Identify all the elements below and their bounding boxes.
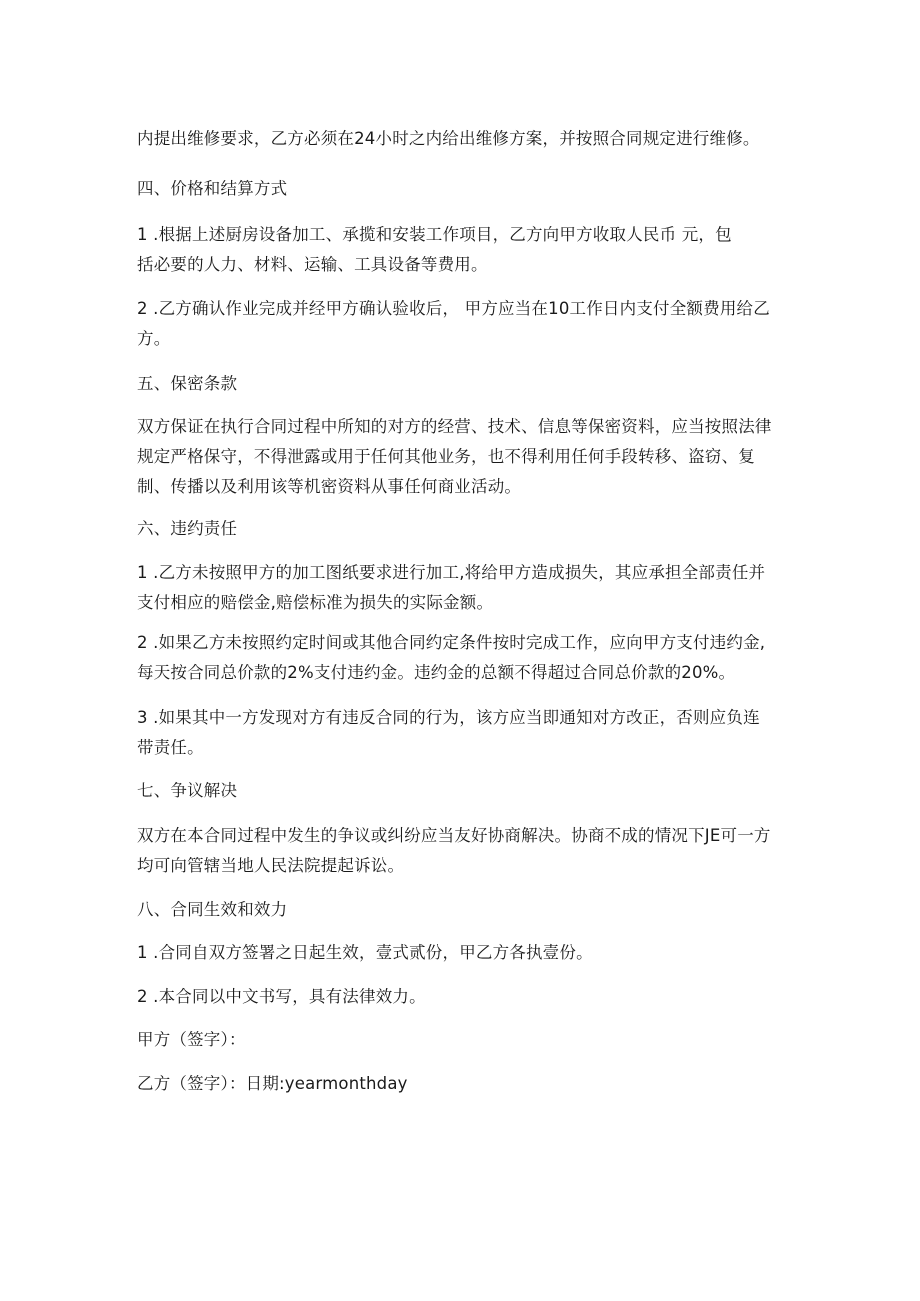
para-repair-continued-line-1: 内提出维修要求，乙方必须在24小时之内给出维修方案，并按照合同规定进行维修。 [137,129,760,148]
clause-6-3-line-1: 3 .如果其中一方发现对方有违反合同的行为，该方应当即通知对方改正，否则应负连 [137,708,760,727]
para-confidentiality-line-1: 双方保证在执行合同过程中所知的对方的经营、技术、信息等保密资料，应当按照法律 [137,417,772,436]
clause-4-2-line-2: 方。 [137,329,171,348]
para-confidentiality-line-3: 制、传播以及利用该等机密资料从事任何商业活动。 [137,477,522,496]
clause-4-1-line-1: 1 .根据上述厨房设备加工、承揽和安装工作项目，乙方向甲方收取人民币 元，包 [137,225,732,244]
clause-6-1-line-1: 1 .乙方未按照甲方的加工图纸要求进行加工,将给甲方造成损失，其应承担全部责任并 [137,563,766,582]
clause-6-2-line-1: 2 .如果乙方未按照约定时间或其他合同约定条件按时完成工作，应向甲方支付违约金, [137,633,766,652]
clause-8-2: 2 .本合同以中文书写，具有法律效力。 [137,987,426,1006]
clause-6-3-line-2: 带责任。 [137,738,204,757]
heading-price-settlement: 四、价格和结算方式 [137,179,288,198]
heading-breach-liability: 六、违约责任 [137,519,238,538]
para-dispute-line-1: 双方在本合同过程中发生的争议或纠纷应当友好协商解决。协商不成的情况下JE可一方 [137,826,771,845]
para-dispute-line-2: 均可向管辖当地人民法院提起诉讼。 [137,856,405,875]
clause-8-1: 1 .合同自双方签署之日起生效，壹式贰份，甲乙方各执壹份。 [137,943,593,962]
heading-confidentiality: 五、保密条款 [137,374,238,393]
signature-party-a: 甲方（签字）： [137,1030,246,1049]
heading-dispute-resolution: 七、争议解决 [137,781,238,800]
clause-4-1-line-2: 括必要的人力、材料、运输、工具设备等费用。 [137,255,488,274]
heading-effectiveness: 八、合同生效和效力 [137,900,288,919]
clause-6-2-line-2: 每天按合同总价款的2%支付违约金。违约金的总额不得超过合同总价款的20%。 [137,663,736,682]
para-confidentiality-line-2: 规定严格保守，不得泄露或用于任何其他业务，也不得利用任何手段转移、盗窃、复 [137,447,755,466]
clause-6-1-line-2: 支付相应的赔偿金,赔偿标准为损失的实际金额。 [137,593,494,612]
signature-party-b-date: 乙方（签字）：日期:yearmonthday [137,1074,408,1093]
clause-4-2-line-1: 2 .乙方确认作业完成并经甲方确认验收后， 甲方应当在10工作日内支付全额费用给乙 [137,299,770,318]
